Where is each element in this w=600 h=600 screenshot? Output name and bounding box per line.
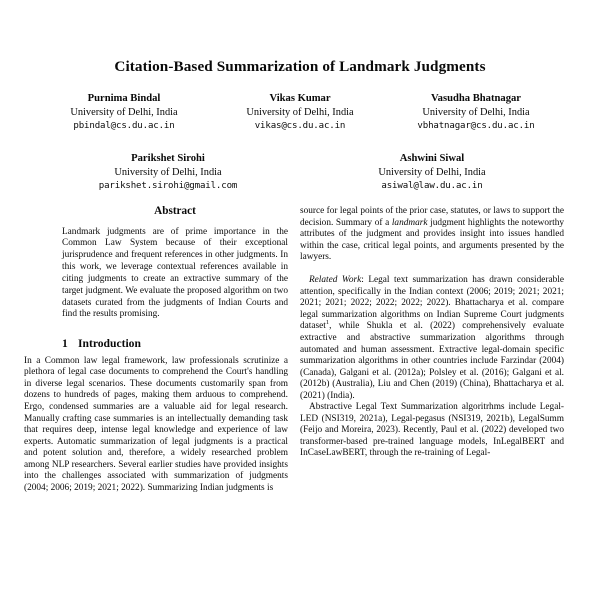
related-work-paragraph <box>300 275 564 402</box>
author-name: Ashwini Siwal <box>399 153 465 164</box>
author-affiliation: University of Delhi, India <box>246 106 354 118</box>
author-email[interactable]: vbhatnagar@cs.du.ac.in <box>417 121 535 132</box>
author-name: Purnima Bindal <box>87 93 161 104</box>
author-email[interactable]: vikas@cs.du.ac.in <box>254 121 346 132</box>
abstract-body: Landmark judgments are of prime importance in the Common Law System because of their exceptional jurisprudence and frequent references in other judgments. In this work, we leverage contextual references available in citing judgments to create an extractive summary of the target judgment. We evaluate the proposed algorithm on two datasets curated from the judgments of Indian Courts and find the results promising. <box>62 226 288 320</box>
author-affiliation: University of Delhi, India <box>70 106 178 118</box>
page-bottom-clip <box>0 594 600 600</box>
author-block <box>388 92 564 132</box>
abstract-section <box>62 206 288 321</box>
abstractive-summarization-paragraph: Abstractive Legal Text Summarization algoritrhms include Legal-LED (NSI319, 2021a), Legal-pegasus (NSI319, 2021b), LegalSumm (Feijo and Moreira, 2023). Recently, Paul et al. (2022) developed two transformer-based pre-trained language models, InLegalBERT and InCaseLawBERT, through the re-training of Legal- <box>300 402 564 459</box>
author-name: Parikshet Sirohi <box>131 153 205 164</box>
author-block <box>36 152 300 192</box>
emphasis-landmark: landmark <box>391 217 428 228</box>
related-work-label: Related Work <box>309 275 362 286</box>
footnote-marker[interactable]: 1 <box>325 319 330 327</box>
abstract-heading: Abstract <box>154 205 196 217</box>
author-name: Vasudha Bhatnagar <box>431 93 521 104</box>
author-block <box>36 92 212 132</box>
column-right <box>300 206 564 460</box>
page-title: Citation-Based Summarization of Landmark Judgments <box>114 58 486 75</box>
author-block <box>300 152 564 192</box>
section-heading-introduction <box>62 338 288 350</box>
author-email[interactable]: parikshet.sirohi@gmail.com <box>98 181 238 192</box>
author-affiliation: University of Delhi, India <box>422 106 530 118</box>
author-email[interactable]: asiwal@law.du.ac.in <box>381 181 483 192</box>
author-row-2 <box>36 152 564 192</box>
author-name: Vikas Kumar <box>269 93 331 104</box>
related-work-text-part2: , while Shukla et al. (2022) comprehensively evaluate extractive and abstractive summarization algorithms through automated and human assessment. Extractive legal-domain specific summarization algorithms in other countries include Farzindar (2004) (Canada), Galgani et al. (2012a); Polsley et al. (2016); Galgani et al. (2012b) (Australia), Liu and Chen (2019) (China), Bhattacharya et al. (2021) (India). <box>300 321 564 401</box>
author-affiliation: University of Delhi, India <box>114 166 222 178</box>
continuation-text-lead: source for legal points of the prior case, statutes, or laws to support the decision. Summary of a <box>300 206 564 228</box>
section-title: Introduction <box>78 337 141 351</box>
author-block <box>212 92 388 132</box>
related-work-separator: : <box>361 275 364 286</box>
author-affiliation: University of Delhi, India <box>378 166 486 178</box>
section-number: 1 <box>62 337 68 351</box>
author-email[interactable]: pbindal@cs.du.ac.in <box>73 121 175 132</box>
column-left <box>24 206 288 494</box>
introduction-continuation-paragraph <box>300 206 564 264</box>
related-work-text-part1: Legal text summarization has drawn considerable attention, specifically in the Indian context (2006; 2019; 2021; 2021; 2021; 2021; 2022; 2022; 2022; 2022). Bhattacharya et al. compare legal summarization algorithms on Indian Supreme Court judgments dataset <box>300 275 564 332</box>
continuation-text-tail: judgment highlights the noteworthy attributes of the judgment and provides insight into issues handled within the case, critical legal points, and arguments presented by the lawyers. <box>300 217 564 263</box>
introduction-paragraph: In a Common law legal framework, law professionals scrutinize a plethora of legal case documents to comprehend the Court's handling in diverse legal scenarios. These documents customarily span from dozens to hundreds of pages, making them arduous to comprehend. Ergo, condensed summaries are a valuable aid for legal research. Manually crafting case summaries is an intellectually demanding task that requires deep, intense legal knowledge and experience of law experts. Automatic summarization of legal judgments is a practical and potent solution and, therefore, a widely researched problem among NLP researchers. Several earlier studies have provided insights into the challenges associated with summarization of judgments (2004; 2006; 2019; 2021; 2022). Summarizing Indian judgments is <box>24 355 288 493</box>
author-row-1 <box>36 92 564 132</box>
